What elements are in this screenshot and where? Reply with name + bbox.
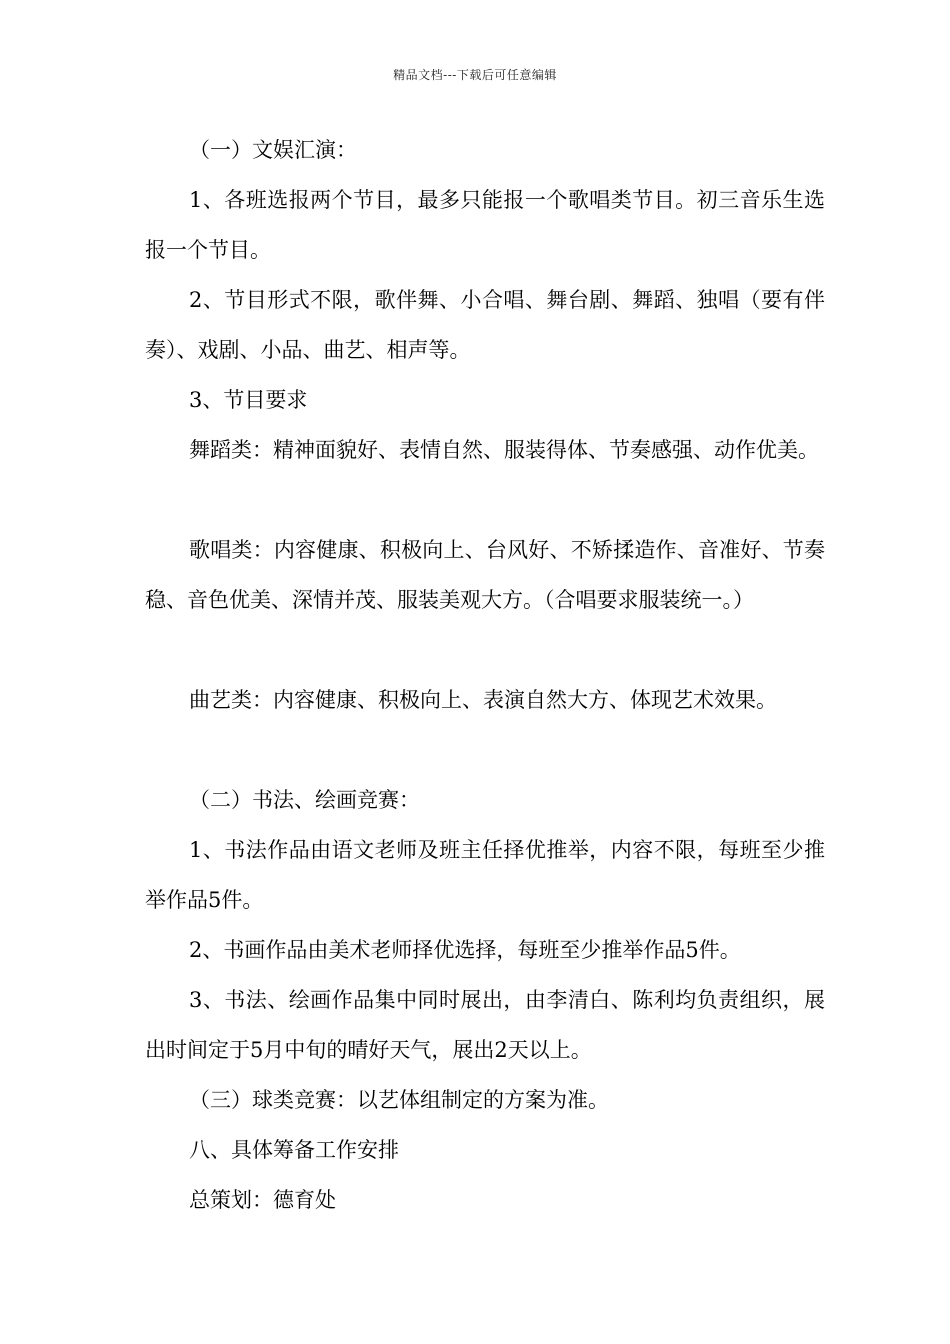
paragraph-item: 歌唱类：内容健康、积极向上、台风好、不矫揉造作、音准好、节奏稳、音色优美、深情并茂、服装美观大方。（合唱要求服装统一。） [145,538,825,612]
paragraph-item: 曲艺类：内容健康、积极向上、表演自然大方、体现艺术效果。 [189,688,777,712]
paragraph-item: 1、各班选报两个节目，最多只能报一个歌唱类节目。初三音乐生选报一个节目。 [145,188,825,262]
paragraph-item: 总策划：德育处 [189,1188,336,1212]
paragraph-item: 2、书画作品由美术老师择优选择，每班至少推举作品5件。 [189,938,741,962]
paragraph-item: 1、书法作品由语文老师及班主任择优推举，内容不限，每班至少推举作品5件。 [145,838,825,912]
paragraph-item: 舞蹈类：精神面貌好、表情自然、服装得体、节奏感强、动作优美。 [189,438,819,462]
page-header: 精品文档---下载后可任意编辑 [393,68,557,82]
paragraph-item: 3、书法、绘画作品集中同时展出，由李清白、陈利均负责组织，展出时间定于5月中旬的晴好天气，展出2天以上。 [145,988,825,1062]
section-title-performance: （一）文娱汇演： [189,138,357,162]
section-title-ball-games: （三）球类竞赛：以艺体组制定的方案为准。 [189,1088,609,1112]
section-title-calligraphy: （二）书法、绘画竞赛： [189,788,420,812]
section-title-preparation: 八、具体筹备工作安排 [189,1138,399,1162]
paragraph-item: 3、节目要求 [189,388,308,412]
paragraph-item: 2、节目形式不限，歌伴舞、小合唱、舞台剧、舞蹈、独唱（要有伴奏）、戏剧、小品、曲艺、相声等。 [145,288,825,362]
